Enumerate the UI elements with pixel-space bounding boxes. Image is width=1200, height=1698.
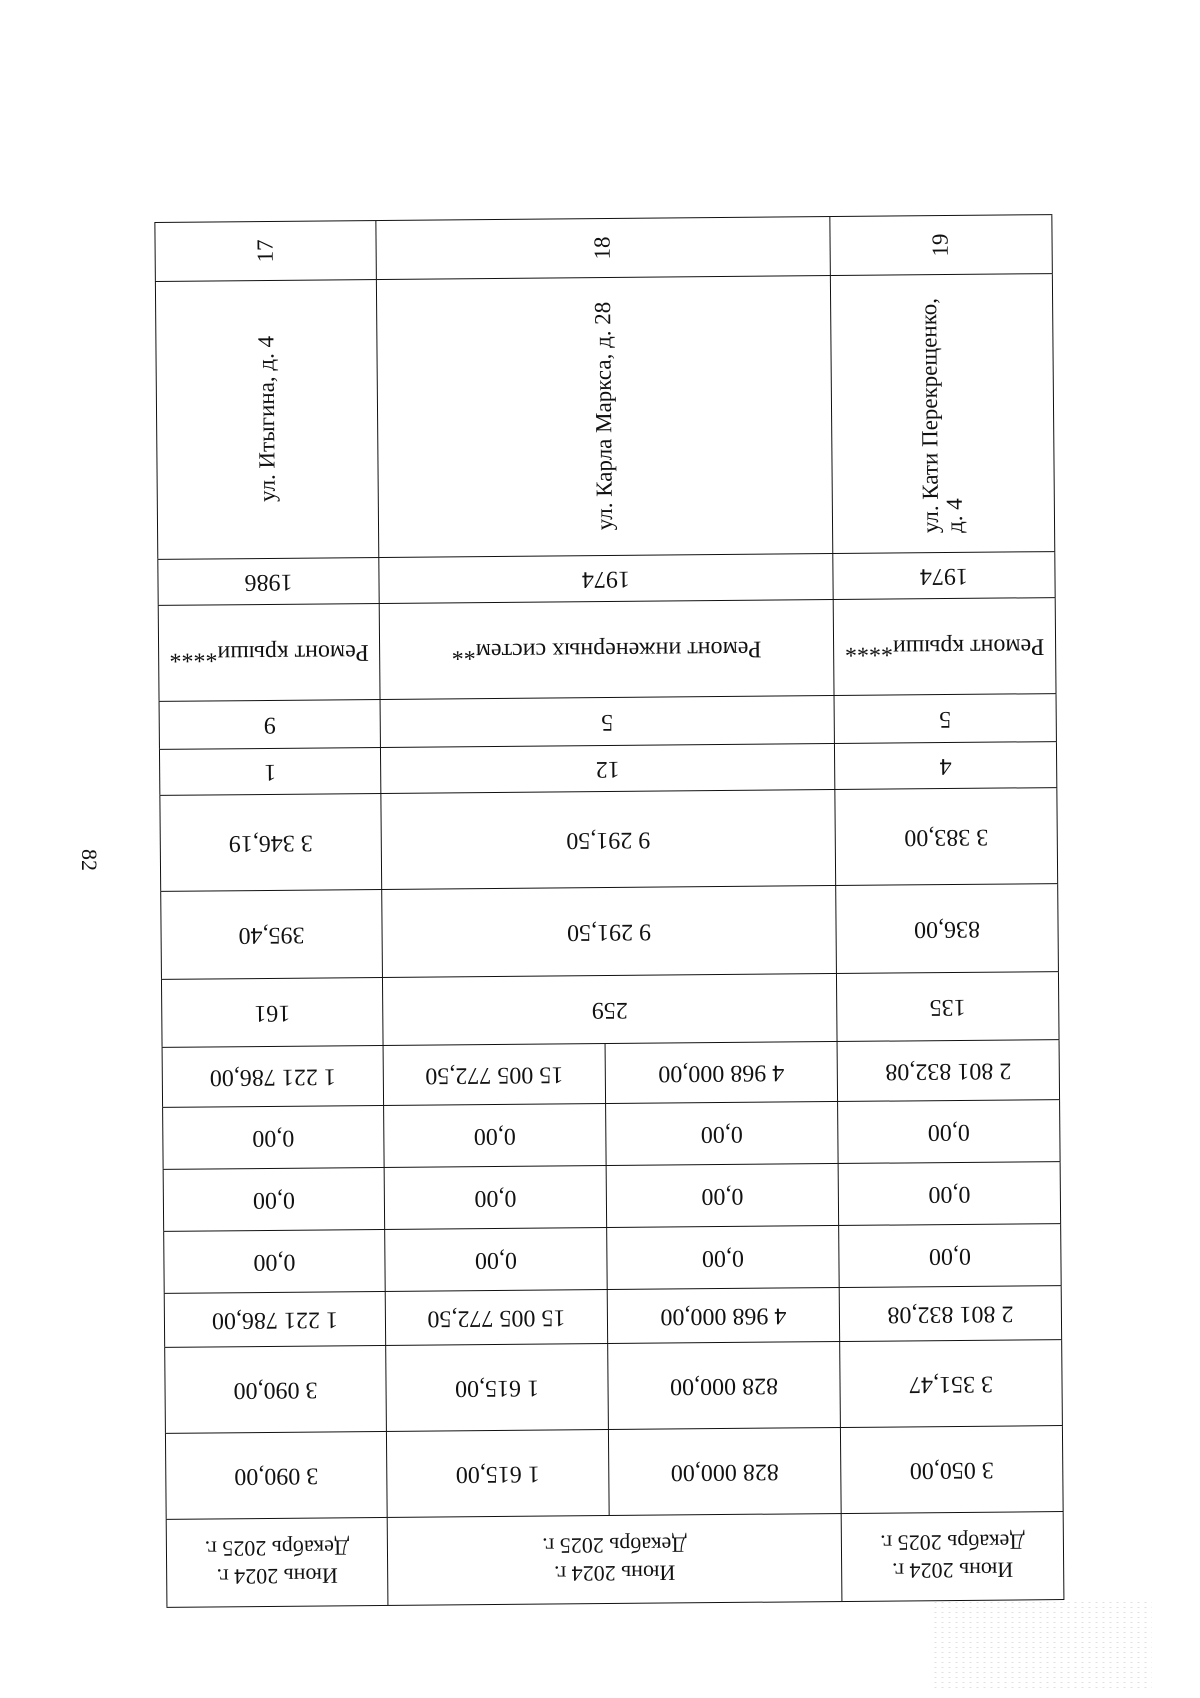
table-cell: 3 090,00: [164, 1346, 387, 1433]
table-cell: 259: [383, 974, 838, 1045]
table-cell: 5: [835, 694, 1057, 743]
table-row: [163, 1224, 1062, 1294]
table-row: [165, 1426, 1064, 1520]
table-cell: 0,00: [606, 1102, 839, 1165]
table-cell: 828 000,00: [609, 1428, 842, 1515]
table-row: [162, 1040, 1060, 1108]
table-cell: 9 291,50: [381, 790, 836, 889]
table-cell: 4: [835, 742, 1057, 789]
row-number-cell: 19: [830, 215, 1052, 275]
table-row: [154, 214, 1052, 282]
table-row: [166, 1512, 1065, 1608]
repair-schedule-table: [154, 124, 1065, 1608]
page-number: 82: [77, 849, 102, 871]
table-cell: 161: [161, 978, 384, 1047]
table-cell: 1 615,00: [386, 1344, 609, 1431]
table-cell: 2 801 832,08: [838, 1040, 1061, 1101]
table-cell: 828 000,00: [608, 1342, 841, 1429]
table-cell: 0,00: [839, 1162, 1062, 1225]
table-cell: 1: [159, 748, 381, 795]
faded-stamp: [932, 1600, 1152, 1690]
row-number-cell: 17: [154, 221, 376, 281]
table-cell: 0,00: [385, 1166, 608, 1229]
table-row: [164, 1286, 1062, 1348]
table-cell: 2 801 832,08: [840, 1286, 1062, 1341]
table-row: [159, 788, 1058, 892]
table-row: [160, 884, 1059, 980]
year-cell: 1974: [833, 552, 1055, 599]
row-number-cell: 18: [376, 217, 830, 279]
table-cell: 0,00: [838, 1100, 1061, 1163]
table-cell: 5: [381, 696, 835, 747]
table-cell: 0,00: [162, 1106, 385, 1169]
year-cell: 1974: [379, 554, 833, 603]
table-cell: 0,00: [385, 1228, 608, 1291]
year-cell: 1986: [157, 558, 379, 605]
table-cell: 15 005 772,50: [384, 1044, 607, 1105]
period-header: Июнь 2024 г. Декабрь 2025 г.: [166, 1518, 389, 1607]
table-cell: 0,00: [839, 1224, 1062, 1287]
table-cell: 12: [381, 744, 835, 793]
table-cell: 0,00: [163, 1230, 386, 1293]
table-row: [164, 1340, 1063, 1434]
table-row: [163, 1162, 1062, 1232]
table-row: [159, 694, 1057, 750]
repair-type-cell: Ремонт крыши****: [158, 604, 381, 701]
table-cell: 3 383,00: [835, 788, 1058, 885]
table-cell: 135: [837, 972, 1060, 1041]
table-row: [158, 598, 1057, 702]
table-cell: 0,00: [163, 1168, 386, 1231]
table-row: [162, 1100, 1061, 1170]
table-cell: 9 291,50: [382, 886, 837, 977]
table-cell: 836,00: [836, 884, 1059, 973]
table-cell: 1 615,00: [387, 1430, 610, 1517]
address-cell: ул. Карла Маркса, д. 28: [377, 276, 833, 557]
table-cell: 3 346,19: [159, 794, 382, 891]
table-cell: 9: [159, 700, 381, 749]
table-cell: 1 221 786,00: [162, 1046, 385, 1107]
repair-type-cell: Ремонт инженерных систем**: [380, 600, 835, 699]
table-row: [161, 972, 1060, 1048]
table-cell: 0,00: [607, 1226, 840, 1289]
period-header: Июнь 2024 г. Декабрь 2025 г.: [388, 1514, 843, 1605]
table-row: [159, 742, 1057, 796]
table-cell: 0,00: [384, 1104, 607, 1167]
table-cell: 4 968 000,00: [608, 1288, 840, 1343]
table-cell: 4 968 000,00: [606, 1042, 839, 1103]
table-cell: 1 221 786,00: [164, 1292, 386, 1347]
table-cell: 3 050,00: [841, 1426, 1064, 1513]
table-row: [155, 274, 1055, 560]
address-cell: ул. Итыгина, д. 4: [155, 280, 379, 559]
repair-type-cell: Ремонт крыши****: [834, 598, 1057, 695]
table-cell: 15 005 772,50: [386, 1290, 608, 1345]
upside-down-content: [154, 124, 1065, 1608]
period-header: Июнь 2024 г. Декабрь 2025 г.: [842, 1512, 1065, 1601]
table-cell: 3 351,47: [840, 1340, 1063, 1427]
table-row: [157, 552, 1055, 606]
table-cell: 0,00: [607, 1164, 840, 1227]
address-cell: ул. Кати Перекрещенко, д. 4: [831, 274, 1055, 553]
table-cell: 3 090,00: [165, 1432, 388, 1519]
table-cell: 395,40: [160, 890, 383, 979]
